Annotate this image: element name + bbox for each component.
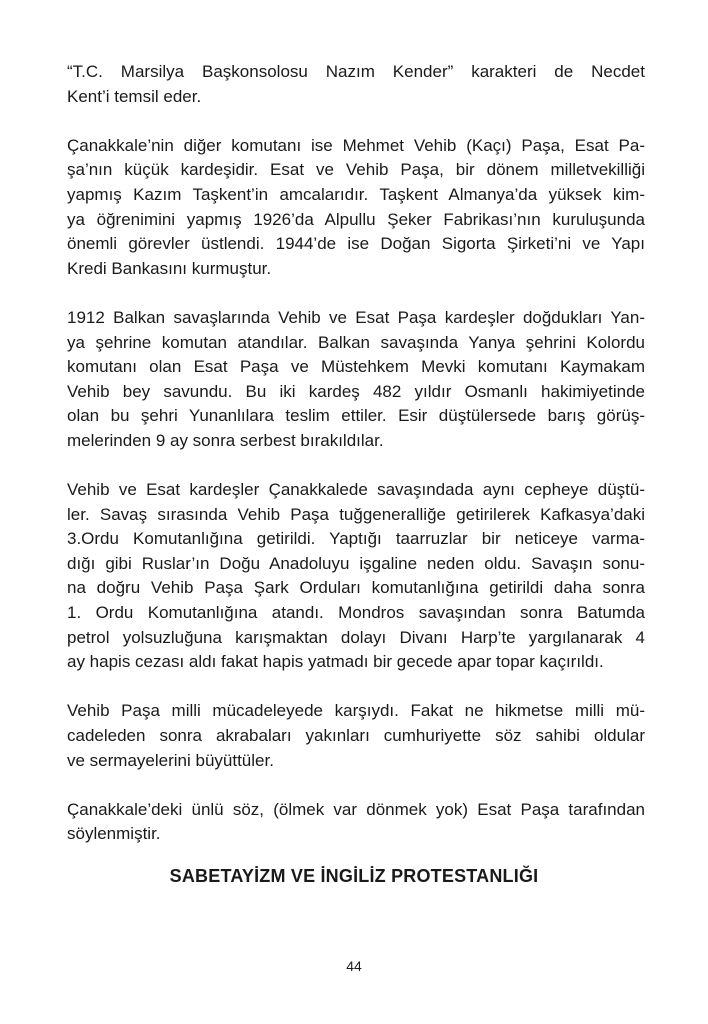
text-line: ve sermayelerini büyüttüler.	[67, 750, 274, 770]
text-line: Vehib Paşa milli mücadeleyede karşıydı. Fakat ne hikmetse milli mü-	[67, 701, 645, 721]
paragraph-4	[67, 478, 645, 675]
text-line: cadeleden sonra akrabaları yakınları cumhuriyette söz sahibi oldular	[67, 726, 645, 746]
text-line: dığı gibi Ruslar’ın Doğu Anadoluyu işgaline neden oldu. Savaşın sonu-	[67, 553, 645, 573]
paragraph-5	[67, 699, 645, 773]
text-line: şa’nın küçük kardeşidir. Esat ve Vehib Paşa, bir dönem milletvekilliği	[67, 160, 645, 180]
text-line: söylenmiştir.	[67, 824, 161, 844]
text-line: komutanı olan Esat Paşa ve Müstehkem Mevki komutanı Kaymakam	[67, 357, 645, 377]
paragraph-1	[67, 60, 645, 109]
text-line: ay hapis cezası aldı fakat hapis yatmadı bir gecede apar topar kaçırıldı.	[67, 652, 604, 672]
text-line: “T.C. Marsilya Başkonsolosu Nazım Kender” karakteri de Necdet	[67, 62, 645, 81]
text-line: ler. Savaş sırasında Vehib Paşa tuğgeneralliğe getirilerek Kafkasya’daki	[67, 504, 645, 524]
text-line: yapmış Kazım Taşkent’in amcalarıdır. Taşkent Almanya’da yüksek kim-	[67, 184, 645, 204]
paragraph-6	[67, 798, 645, 847]
text-line: 3.Ordu Komutanlığına getirildi. Yaptığı taarruzlar bir neticeye varma-	[67, 529, 645, 549]
page-body	[67, 60, 645, 872]
text-line: ya şehrine komutan atandılar. Balkan savaşında Yanya şehrini Kolordu	[67, 332, 645, 352]
text-line: petrol yolsuzluğuna karışmaktan dolayı Divanı Harp’te yargılanarak 4	[67, 627, 645, 647]
text-line: Kredi Bankasını kurmuştur.	[67, 258, 272, 278]
text-line: na doğru Vehib Paşa Şark Orduları komutanlığına getirildi daha sonra	[67, 578, 645, 598]
text-line: olan bu şehri Yunanlılara teslim ettiler. Esir düştülersede barış görüş-	[67, 406, 645, 426]
text-line: ya öğrenimini yapmış 1926’da Alpullu Şeker Fabrikası’nın kuruluşunda	[67, 209, 645, 229]
text-line: Vehib ve Esat kardeşler Çanakkalede savaşındada aynı cepheye düştü-	[67, 480, 645, 500]
text-line: 1. Ordu Komutanlığına atandı. Mondros savaşından sonra Batumda	[67, 603, 645, 623]
text-line: melerinden 9 ay sonra serbest bırakıldılar.	[67, 430, 384, 450]
text-line: Çanakkale’deki ünlü söz, (ölmek var dönmek yok) Esat Paşa tarafından	[67, 799, 645, 819]
paragraph-3	[67, 306, 645, 454]
text-line: önemli görevler üstlendi. 1944’de ise Doğan Sigorta Şirketi’ni ve Yapı	[67, 234, 645, 254]
text-line: Çanakkale’nin diğer komutanı ise Mehmet Vehib (Kaçı) Paşa, Esat Pa-	[67, 135, 645, 155]
text-line: Kent’i temsil eder.	[67, 86, 202, 106]
page-number: 44	[346, 958, 362, 974]
paragraph-2	[67, 134, 645, 282]
text-line: 1912 Balkan savaşlarında Vehib ve Esat Paşa kardeşler doğdukları Yan-	[67, 307, 645, 327]
text-line: Vehib bey savundu. Bu iki kardeş 482 yıldır Osmanlı hakimiyetinde	[67, 381, 645, 401]
section-heading: SABETAYİZM VE İNGİLİZ PROTESTANLIĞI	[169, 866, 539, 886]
